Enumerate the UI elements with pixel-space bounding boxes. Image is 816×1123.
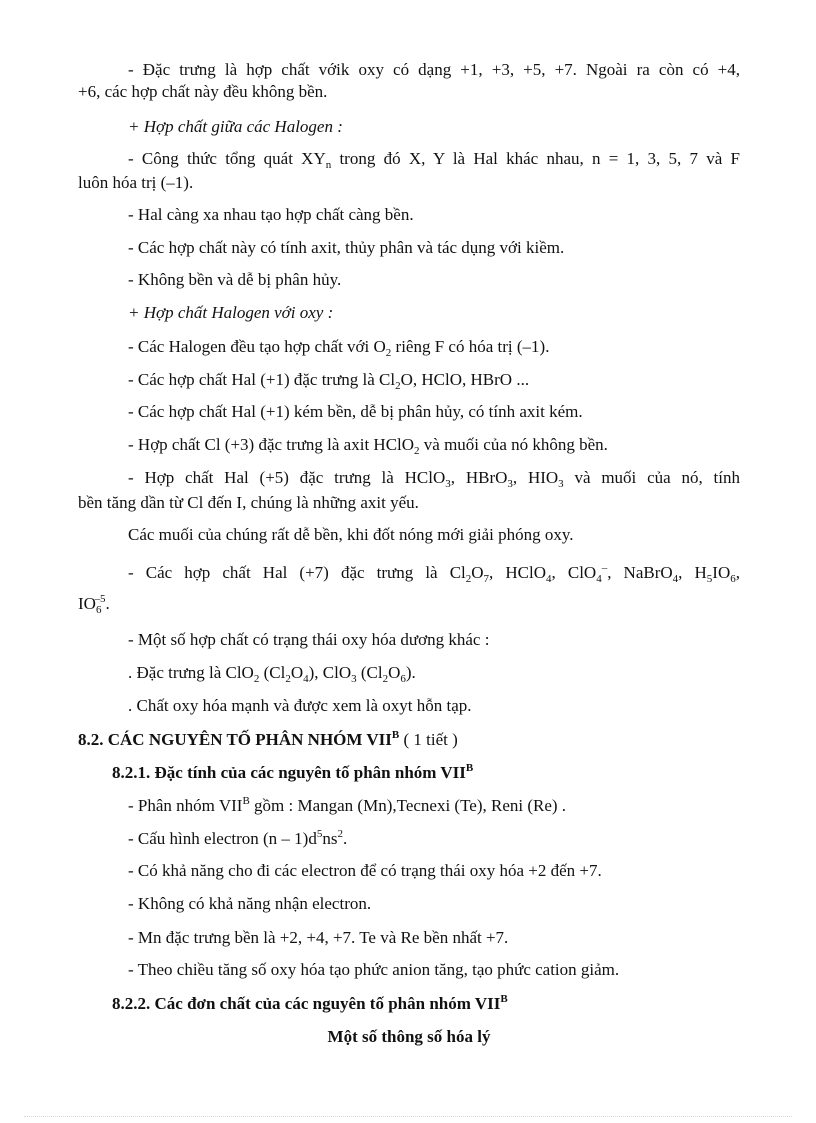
bullet-unstable xyxy=(128,270,740,290)
text: O xyxy=(290,663,304,682)
text: , ClO xyxy=(551,563,597,582)
bullet-hal-plus1-unstable xyxy=(128,402,740,422)
bullet-no-accept-electrons xyxy=(128,894,740,914)
bullet-stability xyxy=(128,205,740,225)
text: , HClO xyxy=(489,563,547,582)
item-clo2-clo3 xyxy=(128,663,740,683)
subsection-heading-8-2-2 xyxy=(112,994,740,1014)
text: - Một số hợp chất có trạng thái oxy hóa dương khác : xyxy=(128,630,490,649)
subscript: 2 xyxy=(385,347,392,359)
subscript: 2 xyxy=(414,445,420,457)
text: . xyxy=(105,594,110,613)
superscript: 5 xyxy=(316,828,323,840)
text: - Cấu hình electron (n – 1)d xyxy=(128,829,317,848)
text: - Theo chiều tăng số oxy hóa tạo phức anion tăng, tạo phức cation giảm. xyxy=(128,960,620,979)
text: 8.2.2. Các đơn chất của các nguyên tố phân nhóm VII xyxy=(112,994,501,1013)
subscript: 3 xyxy=(507,478,513,490)
text: O, HClO, HBrO ... xyxy=(400,370,530,389)
text: - Các hợp chất Hal (+1) kém bền, dễ bị phân hủy, có tính axit kém. xyxy=(128,402,583,421)
bullet-other-positive-states xyxy=(128,630,740,650)
text: IO xyxy=(78,594,96,613)
section-heading-8-2 xyxy=(78,730,740,750)
text: ). xyxy=(405,663,416,682)
bullet-give-electrons xyxy=(128,861,740,881)
text: + Hợp chất giữa các Halogen : xyxy=(128,117,343,136)
text: - Hợp chất Hal (+5) đặc trưng là HClO xyxy=(128,468,446,487)
text: gồm : Mangan (Mn),Tecnexi (Te), Reni (Re) . xyxy=(249,796,567,815)
text: , H xyxy=(678,563,707,582)
text: . Chất oxy hóa mạnh và được xem là oxyt hỗn tạp. xyxy=(128,696,472,715)
bullet-cl-plus3 xyxy=(128,435,740,455)
bullet-hal-plus7-line1 xyxy=(128,563,740,583)
item-strong-oxidizer xyxy=(128,696,740,716)
text: Một số thông số hóa lý xyxy=(327,1027,491,1046)
bullet-hal-plus7-line2 xyxy=(78,594,740,614)
text: Các muối của chúng rất dễ bền, khi đốt nóng mới giải phóng oxy. xyxy=(128,525,574,544)
bullet-acid-hydrolysis xyxy=(128,238,740,258)
subscript: 2 xyxy=(465,573,472,585)
subscript: 4 xyxy=(596,573,602,585)
bullet-hal-plus5-line1 xyxy=(128,468,740,488)
subscript: 2 xyxy=(395,380,401,392)
subscript: 2 xyxy=(285,673,291,685)
paragraph-salts xyxy=(128,525,740,545)
bullet-electron-configuration xyxy=(128,829,740,849)
bullet-complex-trend xyxy=(128,960,740,980)
text: - Các hợp chất này có tính axit, thủy phân và tác dụng với kiềm. xyxy=(128,238,565,257)
text: , NaBrO xyxy=(607,563,673,582)
text: và muối của nó, tính xyxy=(563,468,741,487)
subscript: 7 xyxy=(483,573,490,585)
text: 8.2.1. Đặc tính của các nguyên tố phân nhóm VII xyxy=(112,763,466,782)
superscript: B xyxy=(465,762,474,774)
text: O xyxy=(471,563,484,582)
footer-divider xyxy=(24,1116,792,1117)
text: - Có khả năng cho đi các electron để có trạng thái oxy hóa +2 đến +7. xyxy=(128,861,602,880)
subscript: 4 xyxy=(546,573,552,585)
superscript: B xyxy=(242,795,250,807)
text: và muối của nó không bền. xyxy=(419,435,608,454)
text: - Công thức tổng quát XY xyxy=(128,149,326,168)
text: trong đó X, Y là Hal khác nhau, n = 1, 3, 5, 7 và F xyxy=(331,149,740,168)
text: ( 1 tiết ) xyxy=(399,730,458,749)
paragraph-oxidation-states-line1 xyxy=(128,60,740,80)
superscript: B xyxy=(500,993,508,1005)
subscript: 2 xyxy=(382,673,389,685)
text: 8.2. CÁC NGUYÊN TỐ PHÂN NHÓM VII xyxy=(78,730,392,749)
text: - Không có khả năng nhận electron. xyxy=(128,894,372,913)
bullet-halogens-with-o2 xyxy=(128,337,740,357)
text: . xyxy=(342,829,348,848)
subscript: 3 xyxy=(351,673,357,685)
paragraph-general-formula-line2 xyxy=(78,173,740,193)
text: - Các hợp chất Hal (+1) đặc trưng là Cl xyxy=(128,370,396,389)
text: - Các hợp chất Hal (+7) đặc trưng là Cl xyxy=(128,563,466,582)
bullet-hal-plus1-compounds xyxy=(128,370,740,390)
subscript: 6 xyxy=(730,573,736,585)
text: ns xyxy=(322,829,338,848)
subscript: 5 xyxy=(706,573,713,585)
bullet-hal-plus5-line2 xyxy=(78,493,740,513)
text: - Đặc trưng là hợp chất vớik oxy có dạng +1, +3, +5, +7. Ngoài ra còn có +4, xyxy=(128,60,740,79)
subscript: n xyxy=(325,159,332,171)
subscript: 6 xyxy=(400,673,406,685)
text: riêng F có hóa trị (–1). xyxy=(391,337,550,356)
text: - Phân nhóm VII xyxy=(128,796,243,815)
superscript: 2 xyxy=(337,828,343,840)
text: bền tăng dần từ Cl đến I, chúng là những axit yếu. xyxy=(78,493,419,512)
table-title xyxy=(78,1027,740,1047)
bullet-subgroup-members xyxy=(128,796,740,816)
subscript: 4 xyxy=(672,573,679,585)
subheading-interhalogen xyxy=(128,117,740,137)
superscript: – xyxy=(601,562,608,574)
text: - Hal càng xa nhau tạo hợp chất càng bền. xyxy=(128,205,414,224)
subsection-heading-8-2-1 xyxy=(112,763,740,783)
subscript: 3 xyxy=(558,478,564,490)
text: + Hợp chất Halogen với oxy : xyxy=(128,303,334,322)
text: , HIO xyxy=(512,468,559,487)
text: luôn hóa trị (–1). xyxy=(78,173,194,192)
text: O xyxy=(388,663,401,682)
text: - Không bền và dễ bị phân hủy. xyxy=(128,270,342,289)
text: (Cl xyxy=(356,663,383,682)
superscript: B xyxy=(391,729,400,741)
text: +6, các hợp chất này đều không bền. xyxy=(78,82,328,101)
bullet-stable-states xyxy=(128,928,740,948)
superscript: –5 xyxy=(94,593,106,605)
text: IO xyxy=(712,563,731,582)
subheading-halogen-oxygen xyxy=(128,303,740,323)
text: - Hợp chất Cl (+3) đặc trưng là axit HClO xyxy=(128,435,415,454)
text: - Mn đặc trưng bền là +2, +4, +7. Te và Re bền nhất +7. xyxy=(128,928,509,947)
text: , xyxy=(735,563,740,582)
subscript: 2 xyxy=(253,673,260,685)
subscript: 3 xyxy=(445,478,451,490)
paragraph-oxidation-states-line2 xyxy=(78,82,740,102)
text: . Đặc trưng là ClO xyxy=(128,663,254,682)
paragraph-general-formula-line1 xyxy=(128,149,740,169)
text: (Cl xyxy=(259,663,286,682)
subscript: 4 xyxy=(303,673,309,685)
subscript: 6 xyxy=(95,604,102,616)
text: - Các Halogen đều tạo hợp chất với O xyxy=(128,337,386,356)
text: , HBrO xyxy=(450,468,508,487)
text: ), ClO xyxy=(308,663,352,682)
